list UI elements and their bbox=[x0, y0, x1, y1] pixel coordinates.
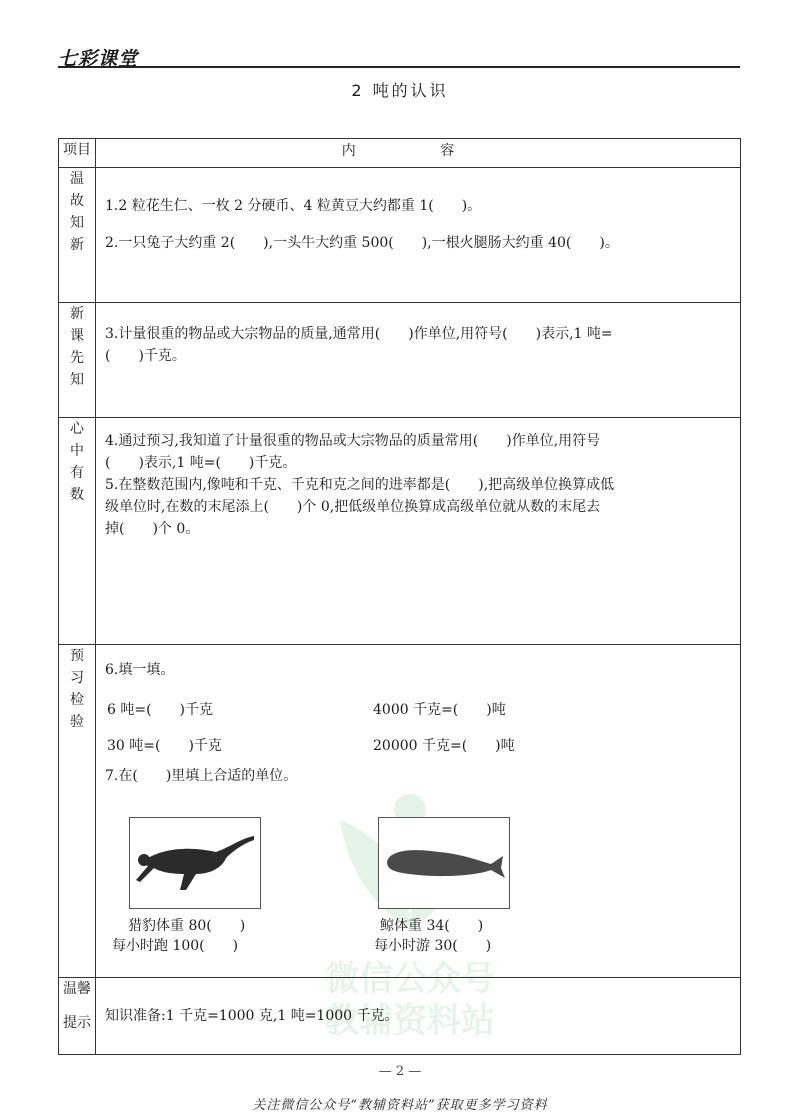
question-5-line1: 5.在整数范围内,像吨和千克、千克和克之间的进率都是( ),把高级单位换算成低 bbox=[105, 477, 615, 493]
whale-image bbox=[378, 817, 510, 909]
section-preview bbox=[59, 303, 741, 418]
section-label: 新 课 先 知 bbox=[59, 303, 96, 418]
brand-logo: 七彩课堂 bbox=[58, 48, 139, 70]
section-tip bbox=[59, 978, 741, 1055]
question-1: 1.2 粒花生仁、一枚 2 分硬币、4 粒黄豆大约都重 1( )。 bbox=[105, 198, 482, 214]
question-3-line1: 3.计量很重的物品或大宗物品的质量,通常用( )作单位,用符号( )表示,1 吨= bbox=[105, 326, 613, 342]
header-rule bbox=[58, 66, 740, 68]
whale-weight: 鲸体重 34( ) bbox=[380, 918, 484, 934]
table-header-row bbox=[59, 139, 741, 168]
header-content: 内 容 bbox=[96, 139, 741, 168]
section-label: 温 故 知 新 bbox=[59, 168, 96, 303]
knowledge-tip: 知识准备:1 千克=1000 克,1 吨=1000 千克。 bbox=[105, 1008, 399, 1024]
section-body bbox=[96, 645, 741, 978]
question-4-line2: ( )表示,1 吨=( )千克。 bbox=[105, 455, 297, 471]
fill-item: 20000 千克=( )吨 bbox=[373, 738, 515, 754]
page-number: — 2 — bbox=[378, 1064, 422, 1079]
question-3-line2: ( )千克。 bbox=[105, 348, 186, 364]
section-body bbox=[96, 418, 741, 645]
fill-item: 30 吨=( )千克 bbox=[107, 738, 222, 754]
question-6: 6.填一填。 bbox=[105, 662, 175, 678]
section-label: 心 中 有 数 bbox=[59, 418, 96, 645]
fill-item: 4000 千克=( )吨 bbox=[373, 702, 506, 718]
question-2: 2.一只兔子大约重 2( ),一头牛大约重 500( ),一根火腿肠大约重 40( )。 bbox=[105, 235, 619, 251]
section-body bbox=[96, 978, 741, 1055]
page-title: 2 吨的认识 bbox=[351, 81, 449, 100]
section-review bbox=[59, 168, 741, 303]
fill-item: 6 吨=( )千克 bbox=[107, 702, 214, 718]
section-summary bbox=[59, 418, 741, 645]
question-7: 7.在( )里填上合适的单位。 bbox=[105, 768, 298, 784]
question-4-line1: 4.通过预习,我知道了计量很重的物品或大宗物品的质量常用( )作单位,用符号 bbox=[105, 433, 601, 449]
watermark-line2: 教辅资料站 bbox=[325, 1001, 495, 1040]
section-label: 温馨 提示 bbox=[59, 978, 96, 1055]
question-5-line2: 级单位时,在数的末尾添上( )个 0,把低级单位换算成高级单位就从数的末尾去 bbox=[105, 499, 601, 515]
watermark-line1: 微信公众号 bbox=[325, 959, 495, 999]
cheetah-weight: 猎豹体重 80( ) bbox=[128, 918, 246, 934]
section-body bbox=[96, 168, 741, 303]
section-label: 预 习 检 验 bbox=[59, 645, 96, 978]
section-body bbox=[96, 303, 741, 418]
footer-note: 关注微信公众号“教辅资料站”获取更多学习资料 bbox=[252, 1098, 548, 1113]
header-item: 项目 bbox=[59, 139, 96, 168]
question-5-line3: 掉( )个 0。 bbox=[105, 521, 200, 537]
section-check bbox=[59, 645, 741, 978]
fill-grid bbox=[105, 681, 730, 757]
whale-speed: 每小时游 30( ) bbox=[374, 938, 492, 954]
worksheet-table bbox=[58, 138, 741, 1055]
cheetah-speed: 每小时跑 100( ) bbox=[112, 938, 239, 954]
cheetah-image bbox=[129, 817, 261, 909]
